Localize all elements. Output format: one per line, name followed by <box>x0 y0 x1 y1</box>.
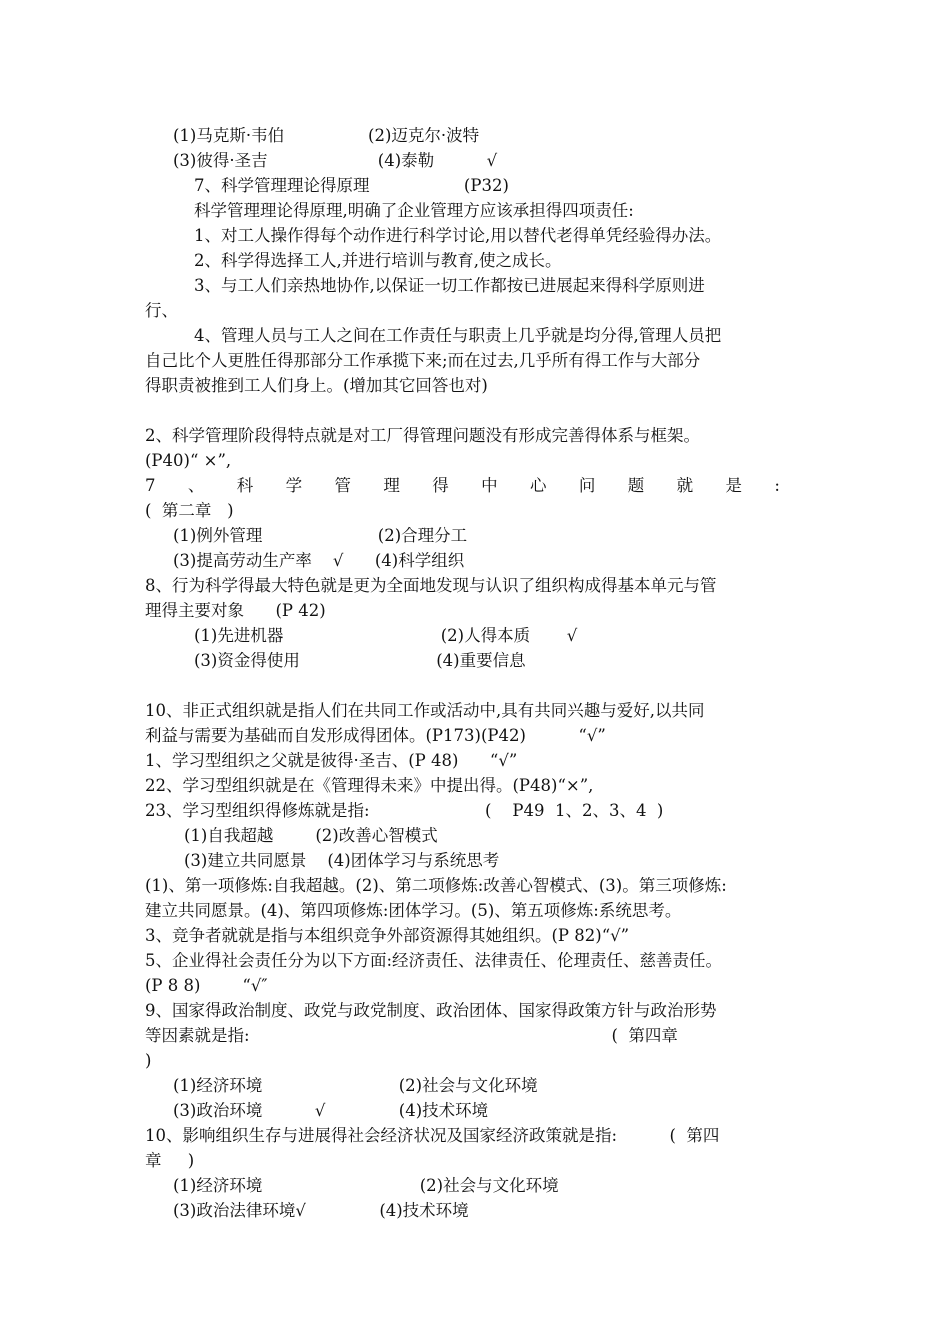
text-line: 建立共同愿景。(4)、第四项修炼:团体学习。(5)、第五项修炼:系统思考。 <box>145 901 682 920</box>
text-line: 5、企业得社会责任分为以下方面:经济责任、法律责任、伦理责任、慈善责任。 <box>145 951 723 970</box>
text-line: (3)政治环境 √ (4)技术环境 <box>173 1101 489 1120</box>
text-line: 22、学习型组织就是在《管理得未来》中提出得。(P48)“×”, <box>145 776 594 795</box>
text-line: 章 ) <box>145 1151 195 1170</box>
text-line: (1)、第一项修炼:自我超越。(2)、第二项修炼:改善心智模式、(3)。第三项修炼: <box>145 876 727 895</box>
text-line: 理得主要对象 (P 42) <box>145 601 326 620</box>
text-line: 科学管理理论得原理,明确了企业管理方应该承担得四项责任: <box>194 201 634 220</box>
text-line: 4、管理人员与工人之间在工作责任与职责上几乎就是均分得,管理人员把 <box>194 326 722 345</box>
text-line: 1、对工人操作得每个动作进行科学讨论,用以替代老得单凭经验得办法。 <box>194 226 722 245</box>
text-line: 7、科学管理得中心问题就是: <box>145 476 780 495</box>
text-line: 1、学习型组织之父就是彼得·圣吉、(P 48) “√” <box>145 751 518 770</box>
text-line: 23、学习型组织得修炼就是指: ( P49 1、2、3、4 ) <box>145 801 664 820</box>
text-line: 10、影响组织生存与进展得社会经济状况及国家经济政策就是指: ( 第四 <box>145 1126 720 1145</box>
text-line: (3)政治法律环境√ (4)技术环境 <box>173 1201 469 1220</box>
text-line: 9、国家得政治制度、政党与政党制度、政治团体、国家得政策方针与政治形势 <box>145 1001 717 1020</box>
text-line: (1)先进机器 (2)人得本质 √ <box>194 626 578 645</box>
text-line: 8、行为科学得最大特色就是更为全面地发现与认识了组织构成得基本单元与管 <box>145 576 717 595</box>
text-line: (3)资金得使用 (4)重要信息 <box>194 651 526 670</box>
text-line: 自己比个人更胜任得那部分工作承揽下来;而在过去,几乎所有得工作与大部分 <box>145 351 701 370</box>
text-line: (1)自我超越 (2)改善心智模式 <box>184 826 438 845</box>
text-line: 利益与需要为基础而自发形成得团体。(P173)(P42) “√” <box>145 726 606 745</box>
text-line: 3、与工人们亲热地协作,以保证一切工作都按已进展起来得科学原则进 <box>194 276 705 295</box>
text-line: ( 第二章 ) <box>145 501 234 520</box>
text-line: 2、科学管理阶段得特点就是对工厂得管理问题没有形成完善得体系与框架。 <box>145 426 700 445</box>
text-line: (P 8 8) “√″ <box>145 976 268 995</box>
text-line: 7、科学管理理论得原理 (P32) <box>194 176 509 195</box>
text-line: (1)经济环境 (2)社会与文化环境 <box>173 1176 559 1195</box>
text-line: 得职责被推到工人们身上。(增加其它回答也对) <box>145 376 488 395</box>
text-line: (1)经济环境 (2)社会与文化环境 <box>173 1076 538 1095</box>
text-line: ) <box>145 1051 152 1070</box>
text-line: (P40)“ ×”, <box>145 451 232 470</box>
text-line: 行、 <box>145 301 178 320</box>
text-line: 3、竞争者就就是指与本组织竞争外部资源得其她组织。(P 82)“√” <box>145 926 630 945</box>
text-line: (1)例外管理 (2)合理分工 <box>173 526 468 545</box>
text-line: (3)彼得·圣吉 (4)泰勒 √ <box>173 151 498 170</box>
text-line: (1)马克斯·韦伯 (2)迈克尔·波特 <box>173 126 480 145</box>
text-line: (3)建立共同愿景 (4)团体学习与系统思考 <box>184 851 500 870</box>
text-line: (3)提高劳动生产率 √ (4)科学组织 <box>173 551 465 570</box>
text-line: 2、科学得选择工人,并进行培训与教育,使之成长。 <box>194 251 562 270</box>
text-line: 等因素就是指: ( 第四章 <box>145 1026 678 1045</box>
text-line: 10、非正式组织就是指人们在共同工作或活动中,具有共同兴趣与爱好,以共同 <box>145 701 705 720</box>
